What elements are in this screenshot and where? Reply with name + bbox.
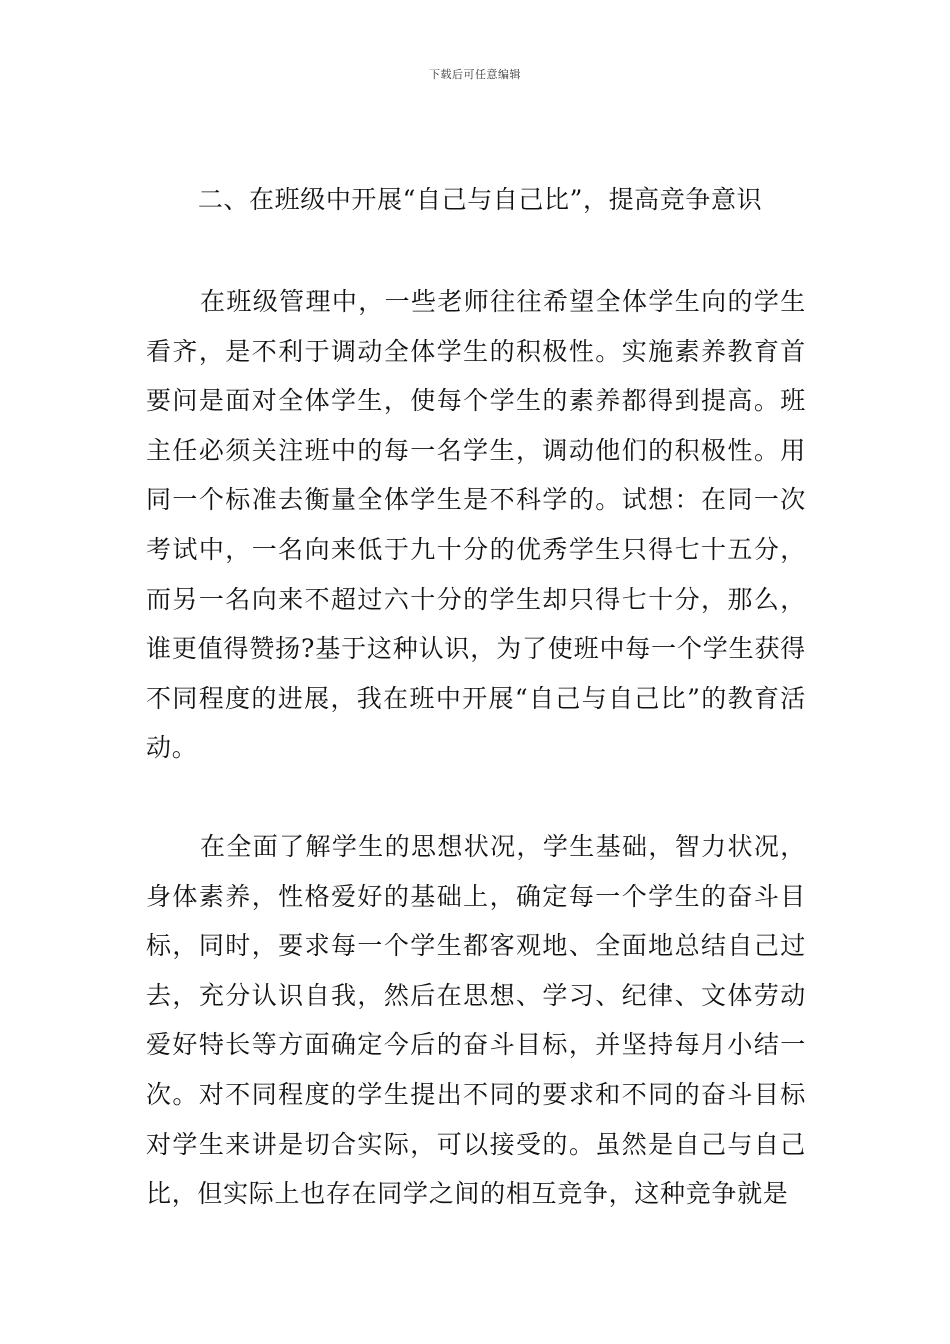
header-note: 下载后可任意编辑 (429, 68, 521, 81)
body-paragraph: 在班级管理中，一些老师往往希望全体学生向的学生看齐，是不利于调动全体学生的积极性。实施素养教育首要问是面对全体学生，使每个学生的素养都得到提高。班主任必须关注班中的每一名学生，调动他们的积极性。用同一个标准去衡量全体学生是不科学的。试想：在同一次考试中，一名向来低于九十分的优秀学生只得七十五分，而另一名向来不超过六十分的学生却只得七十分，那么，谁更值得赞扬?基于这种认识，为了使班中每一个学生获得不同程度的进展，我在班中开展“自己与自己比”的教育活动。 (146, 287, 806, 763)
body-paragraph: 在全面了解学生的思想状况，学生基础，智力状况，身体素养，性格爱好的基础上，确定每一个学生的奋斗目标，同时，要求每一个学生都客观地、全面地总结自己过去，充分认识自我，然后在思想、学习、纪律、文体劳动爱好特长等方面确定今后的奋斗目标，并坚持每月小结一次。对不同程度的学生提出不同的要求和不同的奋斗目标对学生来讲是切合实际，可以接受的。虽然是自己与自己比，但实际上也存在同学之间的相互竞争，这种竞争就是 (146, 832, 806, 1209)
section-title: 二、在班级中开展“自己与自己比”，提高竞争意识 (197, 185, 763, 214)
